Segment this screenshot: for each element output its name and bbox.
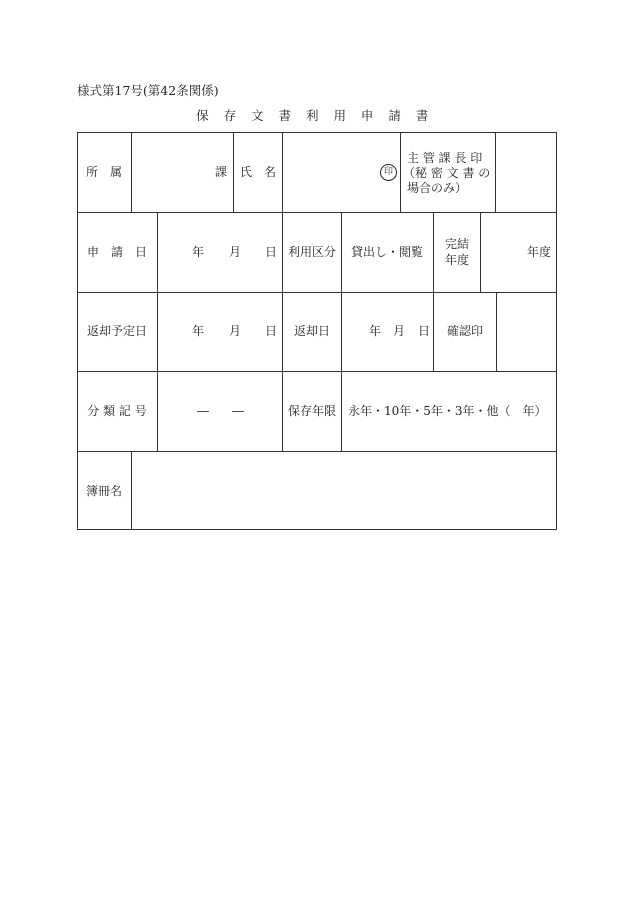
completion-label-line2: 年度	[444, 253, 470, 267]
document-title: 保 存 文 書 利 用 申 請 書	[196, 108, 434, 123]
return-planned-month-unit: 月	[229, 324, 242, 338]
application-date-label: 申 請 日	[86, 245, 148, 259]
application-day-unit: 日	[265, 245, 278, 259]
retention-period-options: 永年・10年・5年・3年・他（ 年）	[348, 404, 547, 418]
register-name-field[interactable]	[132, 452, 556, 529]
classification-code-label: 分 類 記 号	[87, 404, 147, 418]
fiscal-year-suffix: 年度	[527, 245, 552, 259]
classification-dash-1: ―	[197, 404, 209, 418]
seal-mark-icon: 印	[380, 164, 397, 181]
confirmation-seal-label: 確認印	[446, 324, 484, 338]
return-planned-day-unit: 日	[265, 324, 278, 338]
return-planned-date-label: 返却予定日	[86, 324, 148, 338]
application-year-unit: 年	[192, 245, 205, 259]
return-day-unit: 日	[418, 324, 431, 338]
section-suffix: 課	[215, 165, 228, 179]
affiliation-label: 所 属	[85, 165, 123, 179]
completion-label-line1: 完結	[444, 237, 470, 251]
return-planned-year-unit: 年	[192, 324, 205, 338]
form-number: 様式第17号(第42条関係)	[77, 83, 219, 98]
return-month-unit: 月	[393, 324, 406, 338]
return-date-label: 返却日	[293, 324, 331, 338]
register-name-label: 簿冊名	[85, 484, 123, 498]
classification-dash-2: ―	[232, 404, 244, 418]
application-month-unit: 月	[229, 245, 242, 259]
usage-category-value: 貸出し・閲覧	[350, 245, 424, 259]
return-year-unit: 年	[369, 324, 382, 338]
approver-seal-label-line1: 主 管 課 長 印	[407, 151, 483, 165]
name-label: 氏 名	[239, 165, 277, 179]
retention-period-label: 保存年限	[287, 404, 337, 418]
approver-seal-label-line2: （秘 密 文 書 の	[403, 166, 491, 180]
approver-seal-label-line3: 場合のみ）	[407, 181, 468, 195]
usage-category-label: 利用区分	[287, 245, 337, 259]
